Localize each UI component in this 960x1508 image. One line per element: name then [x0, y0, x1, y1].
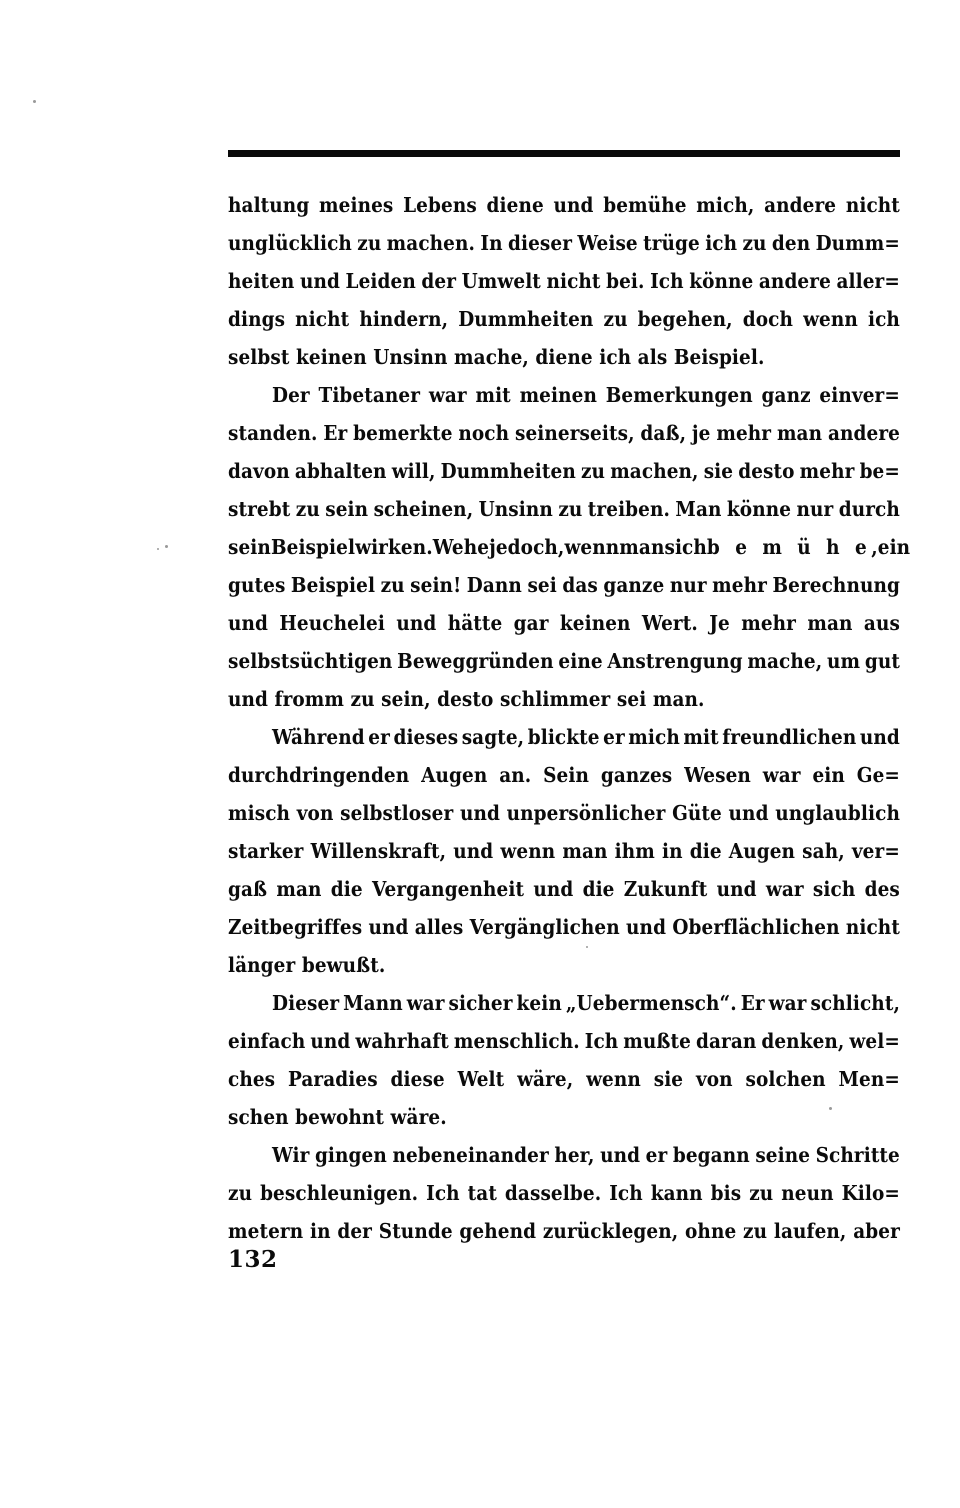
word: misch	[228, 801, 291, 825]
word: Während	[272, 725, 365, 749]
word: freundlichen	[722, 725, 857, 749]
word: durchdringenden	[228, 763, 410, 787]
word: starker	[228, 839, 304, 863]
word: die	[582, 877, 615, 901]
word: nur	[669, 573, 707, 597]
word: zu	[749, 1181, 774, 1205]
word: und	[626, 915, 667, 939]
word: gaß	[228, 877, 268, 901]
word: mit	[683, 725, 719, 749]
word: selbstsüchtigen	[228, 649, 393, 673]
word: er	[645, 1143, 668, 1167]
word: begann	[672, 1143, 750, 1167]
word: Leiden	[345, 269, 416, 293]
word: ihm	[614, 839, 655, 863]
word: Dumm=	[815, 231, 900, 255]
word: abhalten	[294, 459, 387, 483]
word: wäre,	[517, 1067, 574, 1091]
word: Beispiel	[270, 535, 356, 559]
word: wahrhaft	[355, 1029, 449, 1053]
word: und	[716, 877, 757, 901]
word: Er	[323, 421, 348, 445]
word: strebt	[228, 497, 291, 521]
word: eine	[558, 649, 603, 673]
word: mehr	[799, 459, 855, 483]
word: einver=	[819, 383, 900, 407]
text-line	[228, 832, 900, 870]
text-line	[228, 528, 911, 566]
word: war	[762, 763, 801, 787]
word: kann	[650, 1181, 703, 1205]
word: und	[396, 611, 437, 635]
word: Stunde	[378, 1219, 453, 1243]
paragraph	[228, 186, 900, 376]
text-line	[228, 300, 900, 338]
word: Der	[272, 383, 310, 407]
text-line	[228, 414, 900, 452]
emphasis-letterspaced: b e m ü h e	[706, 535, 872, 559]
word: in	[309, 1219, 331, 1243]
header-rule	[228, 150, 900, 157]
word: bemerkte	[353, 421, 453, 445]
word: daß,	[640, 421, 687, 445]
word: desto	[738, 459, 795, 483]
text-line	[228, 604, 900, 642]
word: will,	[391, 459, 436, 483]
word: zu	[558, 497, 583, 521]
word: Man	[675, 497, 722, 521]
word: Heuchelei	[279, 611, 385, 635]
word: könne	[726, 497, 792, 521]
word: zu	[743, 1219, 768, 1243]
word: jedoch,	[489, 535, 565, 559]
scan-speckle	[586, 946, 588, 948]
word: Anstrengung	[607, 649, 743, 673]
word: wel=	[849, 1029, 900, 1053]
word: Bemerkungen	[605, 383, 753, 407]
word: man	[807, 611, 853, 635]
word: heiten	[228, 269, 295, 293]
word: wenn	[586, 1067, 641, 1091]
word: das	[562, 573, 598, 597]
word: zu	[228, 1181, 253, 1205]
word: ,	[871, 535, 878, 559]
word: sich	[812, 877, 856, 901]
text-line	[228, 224, 900, 262]
word: bis	[710, 1181, 742, 1205]
word: der	[421, 269, 457, 293]
word: sagte,	[461, 725, 525, 749]
word: mache,	[747, 649, 823, 673]
word: Wehe	[432, 535, 490, 559]
word: seinerseits,	[514, 421, 635, 445]
text-line	[228, 452, 900, 490]
word: gingen	[314, 1143, 387, 1167]
word: haltung	[228, 193, 310, 217]
word: Schritte	[815, 1143, 900, 1167]
word: von	[296, 801, 334, 825]
word: je	[691, 421, 711, 445]
text-line	[228, 870, 900, 908]
text-line	[228, 1136, 900, 1174]
word: Wert.	[641, 611, 698, 635]
word: noch	[458, 421, 510, 445]
word: zu	[380, 573, 405, 597]
word: war	[765, 877, 804, 901]
word: Ich	[650, 269, 684, 293]
word: Dummheiten	[440, 459, 576, 483]
word: Berechnung	[772, 573, 900, 597]
word: schlicht,	[810, 991, 900, 1015]
word: mehr	[741, 611, 797, 635]
word: man	[562, 839, 608, 863]
word: Ich	[609, 1181, 643, 1205]
word: man	[776, 421, 823, 445]
word: und	[459, 801, 500, 825]
word: mich	[628, 725, 680, 749]
word: Dieser	[272, 991, 340, 1015]
word: um	[826, 649, 861, 673]
word: und	[310, 1029, 351, 1053]
word: an.	[499, 763, 532, 787]
word: und	[553, 193, 594, 217]
word: durch	[838, 497, 900, 521]
word: ich	[867, 307, 900, 331]
word: Unsinn	[478, 497, 553, 521]
word: ich	[705, 231, 738, 255]
word: standen.	[228, 421, 318, 445]
word: und	[228, 611, 269, 635]
word: Güte	[672, 801, 722, 825]
word: gutes	[228, 573, 286, 597]
word: sei	[527, 573, 557, 597]
text-line	[228, 566, 900, 604]
text-line	[228, 376, 900, 414]
word: zu	[742, 231, 767, 255]
word: gut	[864, 649, 900, 673]
word: Beweggründen	[397, 649, 554, 673]
word: zurücklegen,	[542, 1219, 679, 1243]
word: unpersönlicher	[506, 801, 666, 825]
word: sah,	[802, 839, 845, 863]
word: könne	[689, 269, 754, 293]
text-line	[228, 908, 900, 946]
word: Weise	[577, 231, 638, 255]
word: hindern,	[359, 307, 449, 331]
word: Kilo=	[841, 1181, 900, 1205]
word: Oberflächlichen	[672, 915, 840, 939]
word: war	[768, 991, 807, 1015]
word: Welt	[457, 1067, 505, 1091]
paragraph	[228, 718, 900, 984]
word: zu	[295, 497, 320, 521]
word: Augen	[421, 763, 488, 787]
word: keinen	[559, 611, 631, 635]
word: und	[533, 877, 574, 901]
word: und	[728, 801, 769, 825]
word: war	[428, 383, 467, 407]
word: mehr	[712, 573, 767, 597]
word: Beispiel	[290, 573, 376, 597]
word: Je	[709, 611, 730, 635]
body-text-block	[228, 186, 911, 1250]
scan-speckle	[157, 548, 159, 550]
word: ohne	[685, 1219, 737, 1243]
word: dieser	[507, 231, 573, 255]
word: die	[330, 877, 363, 901]
word: mit	[475, 383, 511, 407]
word: wenn	[564, 535, 620, 559]
word: her,	[554, 1143, 595, 1167]
word: den	[771, 231, 811, 255]
word: Ge=	[856, 763, 900, 787]
word: nicht	[546, 269, 601, 293]
word: sich	[664, 535, 707, 559]
paragraph	[228, 984, 900, 1136]
word: von	[695, 1067, 733, 1091]
word: Zeitbegriffes	[228, 915, 363, 939]
word: bemühe	[603, 193, 687, 217]
word: Augen	[728, 839, 796, 863]
text-line	[228, 186, 900, 224]
text-line	[228, 262, 900, 300]
word: Dummheiten	[458, 307, 594, 331]
text-line: und fromm zu sein, desto schlimmer sei man.	[228, 687, 705, 711]
word: In	[480, 231, 503, 255]
text-line	[228, 490, 900, 528]
word: Dann	[466, 573, 522, 597]
word: metern	[228, 1219, 304, 1243]
word: ganze	[603, 573, 665, 597]
paragraph	[228, 376, 911, 718]
word: daran	[695, 1029, 757, 1053]
word: sein	[228, 535, 271, 559]
word: wirken.	[355, 535, 433, 559]
word: Vergänglichen	[469, 915, 620, 939]
word: Mann	[343, 991, 403, 1015]
word: mich,	[696, 193, 755, 217]
word: meinen	[519, 383, 597, 407]
word: neun	[781, 1181, 834, 1205]
word: sie	[703, 459, 734, 483]
text-line	[228, 756, 900, 794]
word: treiben.	[587, 497, 671, 521]
word: sicher	[448, 991, 513, 1015]
text-line	[228, 984, 900, 1022]
word: zu	[357, 231, 382, 255]
word: Lebens	[403, 193, 477, 217]
word: ein	[877, 535, 911, 559]
word: Wir	[272, 1143, 310, 1167]
word: beschleunigen.	[260, 1181, 419, 1205]
word: andere	[758, 269, 831, 293]
word: Men=	[838, 1067, 900, 1091]
word: bei.	[606, 269, 645, 293]
word: blickte	[527, 725, 600, 749]
word: Vergangenheit	[371, 877, 525, 901]
scan-speckle	[829, 1107, 832, 1110]
word: aller=	[836, 269, 900, 293]
word: seine	[755, 1143, 811, 1167]
word: ein	[812, 763, 845, 787]
word: dasselbe.	[504, 1181, 602, 1205]
word: mußte	[623, 1029, 691, 1053]
word: sein	[325, 497, 369, 521]
word: selbstloser	[340, 801, 454, 825]
word: meines	[319, 193, 394, 217]
word: nicht	[845, 915, 900, 939]
text-line	[228, 1212, 900, 1250]
word: trüge	[643, 231, 700, 255]
word: ganz	[761, 383, 811, 407]
word: Wesen	[684, 763, 751, 787]
word: diese	[390, 1067, 445, 1091]
word: doch	[742, 307, 794, 331]
word: man	[276, 877, 322, 901]
word: gehend	[459, 1219, 537, 1243]
word: Ich	[584, 1029, 619, 1053]
word: kein	[516, 991, 562, 1015]
word: die	[689, 839, 722, 863]
word: war	[406, 991, 445, 1015]
word: machen.	[386, 231, 476, 255]
word: in	[662, 839, 683, 863]
word: andere	[827, 421, 900, 445]
word: menschlich.	[453, 1029, 580, 1053]
word: unglücklich	[228, 231, 352, 255]
word: Zukunft	[623, 877, 708, 901]
word: scheinen,	[373, 497, 474, 521]
word: wenn	[803, 307, 858, 331]
word: der	[337, 1219, 373, 1243]
text-line	[228, 642, 900, 680]
text-line: schen bewohnt wäre.	[228, 1105, 447, 1129]
word: unglaublich	[775, 801, 900, 825]
word: des	[864, 877, 900, 901]
word: ganzes	[600, 763, 673, 787]
word: machen,	[610, 459, 699, 483]
paragraph	[228, 1136, 900, 1250]
word: er	[368, 725, 390, 749]
word: und	[368, 915, 409, 939]
word: sie	[653, 1067, 684, 1091]
word: zu	[603, 307, 628, 331]
word: aber	[853, 1219, 900, 1243]
word: aus	[863, 611, 900, 635]
word: nicht	[845, 193, 900, 217]
word: ches	[228, 1067, 276, 1091]
word: hätte	[447, 611, 503, 635]
scan-speckle	[33, 100, 36, 103]
text-line	[228, 1060, 900, 1098]
word: Er	[740, 991, 765, 1015]
word: Sein	[543, 763, 589, 787]
word: Paradies	[287, 1067, 378, 1091]
word: mehr	[716, 421, 772, 445]
word: tat	[467, 1181, 497, 1205]
word: ver=	[851, 839, 900, 863]
word: andere	[764, 193, 837, 217]
page-number: 132	[228, 1246, 278, 1273]
word: dieses	[393, 725, 459, 749]
word: er	[603, 725, 625, 749]
word: und	[453, 839, 494, 863]
word: be=	[859, 459, 900, 483]
word: Tibetaner	[318, 383, 421, 407]
word: solchen	[745, 1067, 826, 1091]
word: und	[859, 725, 900, 749]
word: Ich	[426, 1181, 460, 1205]
word: wenn	[500, 839, 556, 863]
text-line: länger bewußt.	[228, 953, 386, 977]
word: einfach	[228, 1029, 306, 1053]
word: nebeneinander	[392, 1143, 549, 1167]
word: man	[619, 535, 665, 559]
word: „Uebermensch“.	[565, 991, 737, 1015]
word: dings	[228, 307, 286, 331]
text-line	[228, 1022, 900, 1060]
word: davon	[228, 459, 290, 483]
word: und	[299, 269, 340, 293]
word: alles	[414, 915, 464, 939]
word: zu	[580, 459, 606, 483]
word: nicht	[295, 307, 350, 331]
word: begehen,	[637, 307, 733, 331]
word: sein!	[410, 573, 462, 597]
word: und	[600, 1143, 641, 1167]
word: Willenskraft,	[310, 839, 447, 863]
word: gar	[513, 611, 549, 635]
word: diene	[486, 193, 544, 217]
word: laufen,	[773, 1219, 847, 1243]
word: denken,	[761, 1029, 845, 1053]
text-line: selbst keinen Unsinn mache, diene ich als Beispiel.	[228, 345, 765, 369]
word: nur	[796, 497, 834, 521]
text-line	[228, 1174, 900, 1212]
text-line	[228, 718, 900, 756]
text-line	[228, 794, 900, 832]
word: Umwelt	[461, 269, 541, 293]
scan-speckle	[165, 545, 168, 548]
